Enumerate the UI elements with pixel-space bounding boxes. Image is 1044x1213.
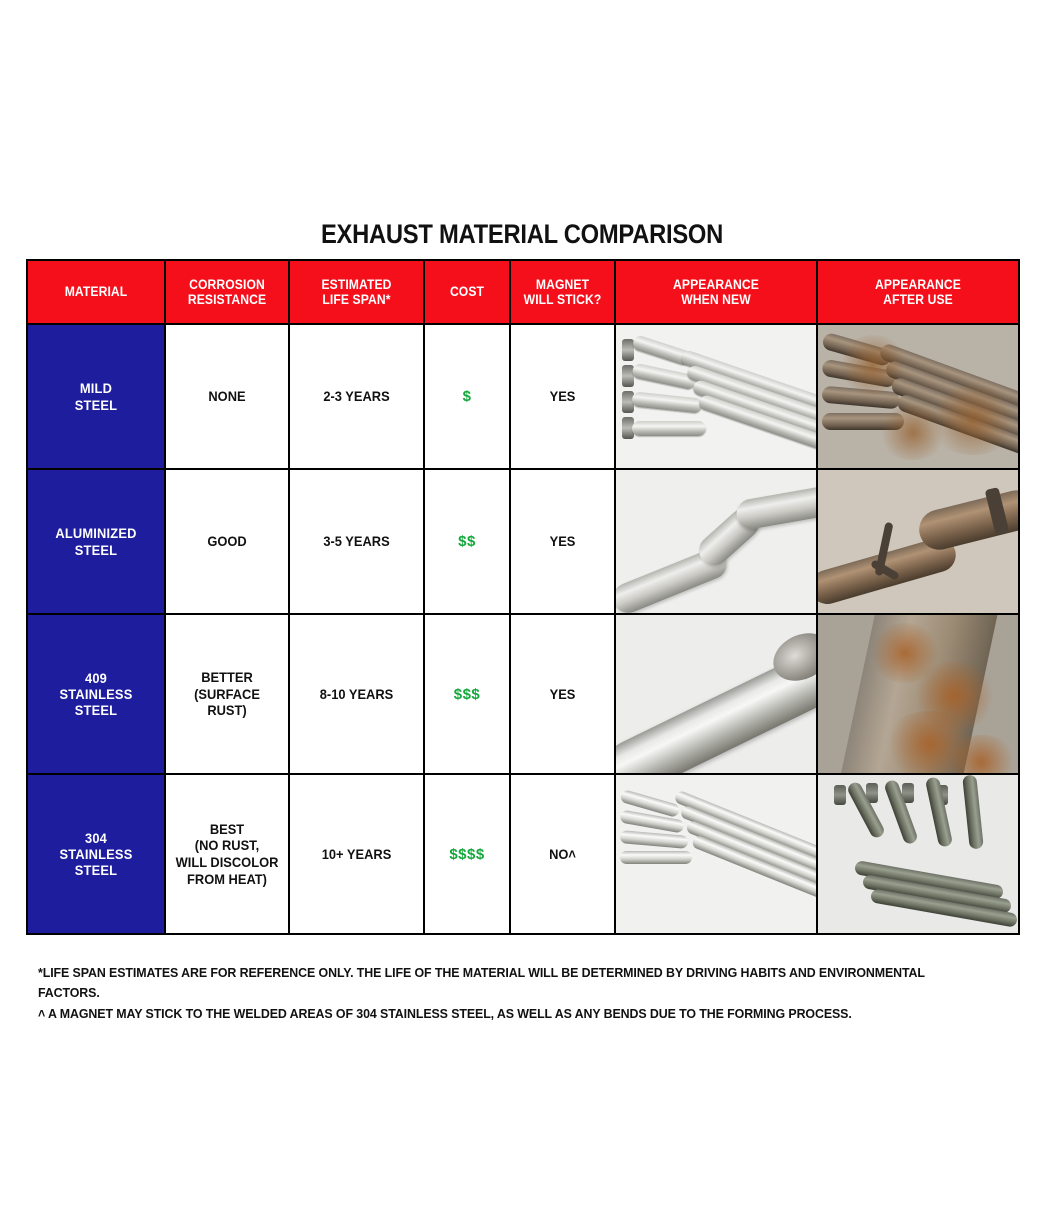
column-header-life-line1: ESTIMATED [321, 276, 392, 292]
cell-photo-new-409 [615, 614, 817, 774]
row-material-aluminized-steel [27, 469, 165, 614]
cell-lifespan-304 [289, 774, 424, 934]
magnet-value: YES [549, 685, 576, 702]
corrosion-line2: (SURFACE [194, 685, 260, 702]
cell-cost-304: $$$$ [424, 774, 510, 934]
column-header-used-line1: APPEARANCE [875, 276, 961, 292]
material-line2: STEEL [74, 541, 118, 558]
column-header-corrosion-line2: RESISTANCE [187, 292, 267, 307]
cell-magnet-304 [510, 774, 615, 934]
cell-lifespan-aluminized [289, 469, 424, 614]
cell-photo-used-409 [817, 614, 1019, 774]
row-material-mild-steel [27, 324, 165, 469]
cell-corrosion-409 [165, 614, 289, 774]
column-header-cost-label: COST [449, 284, 485, 300]
corrosion-line4: FROM HEAT) [187, 870, 267, 887]
cell-cost-mild: $ [424, 324, 510, 469]
column-header-magnet [510, 260, 615, 324]
material-line2: STAINLESS [59, 685, 133, 702]
column-header-new-line2: WHEN NEW [681, 292, 751, 307]
corrosion-line1: BETTER [201, 669, 253, 686]
material-line1: ALUMINIZED [55, 525, 137, 542]
material-line3: STEEL [74, 702, 118, 719]
row-material-409-stainless-steel [27, 614, 165, 774]
cell-lifespan-mild [289, 324, 424, 469]
column-header-new-line1: APPEARANCE [673, 276, 759, 292]
cell-photo-used-304 [817, 774, 1019, 934]
column-header-used-line2: AFTER USE [883, 292, 953, 307]
table-header-row [27, 260, 1019, 324]
photo-aluminized-bent-pipe-new [616, 470, 816, 613]
cell-magnet-aluminized [510, 469, 615, 614]
cell-photo-new-304 [615, 774, 817, 934]
cell-photo-new-mild [615, 324, 817, 469]
table-row [27, 469, 1019, 614]
column-header-magnet-line1: MAGNET [535, 276, 590, 292]
photo-mild-steel-new-headers [616, 325, 816, 468]
material-line3: STEEL [74, 862, 118, 879]
column-header-material [27, 260, 165, 324]
magnet-value: YES [549, 533, 576, 550]
comparison-table [26, 259, 1020, 935]
cell-corrosion-aluminized [165, 469, 289, 614]
cell-cost-aluminized: $$ [424, 469, 510, 614]
corrosion-line3: RUST) [207, 702, 247, 719]
column-header-material-label: MATERIAL [64, 284, 128, 300]
cell-corrosion-mild [165, 324, 289, 469]
material-line2: STAINLESS [59, 845, 133, 862]
material-line1: 304 [84, 829, 108, 846]
footnotes [38, 963, 1018, 1024]
cell-cost-409: $$$ [424, 614, 510, 774]
cell-magnet-409 [510, 614, 615, 774]
table-row [27, 614, 1019, 774]
cell-photo-used-aluminized [817, 469, 1019, 614]
column-header-appearance-new [615, 260, 817, 324]
table-row [27, 324, 1019, 469]
photo-304-heat-discolored-headers-used [818, 775, 1018, 933]
material-line1: MILD [79, 380, 113, 397]
material-line1: 409 [84, 669, 108, 686]
corrosion-line2: (NO RUST, [194, 837, 260, 854]
photo-409-polished-tube-new [616, 615, 816, 773]
cell-corrosion-304 [165, 774, 289, 934]
cell-photo-new-aluminized [615, 469, 817, 614]
photo-304-polished-headers-new [616, 775, 816, 933]
column-header-life-span [289, 260, 424, 324]
column-header-corrosion-line1: CORROSION [189, 276, 265, 292]
column-header-appearance-used [817, 260, 1019, 324]
table-row [27, 774, 1019, 934]
material-line2: STEEL [74, 396, 118, 413]
cell-photo-used-mild [817, 324, 1019, 469]
corrosion-value: NONE [208, 388, 246, 405]
lifespan-value: 10+ YEARS [321, 845, 392, 862]
photo-409-surface-rust-used [818, 615, 1018, 773]
lifespan-value: 8-10 YEARS [319, 685, 394, 702]
magnet-value: YES [549, 388, 576, 405]
footnote-magnet: ˄ A MAGNET MAY STICK TO THE WELDED AREAS OF 304 STAINLESS STEEL, AS WELL AS ANY BENDS DUE TO THE FORMING PROCESS. [38, 1005, 852, 1021]
column-header-cost [424, 260, 510, 324]
photo-mild-steel-rusted-headers [818, 325, 1018, 468]
row-material-304-stainless-steel [27, 774, 165, 934]
corrosion-line3: WILL DISCOLOR [175, 854, 279, 870]
magnet-value: NO˄ [549, 845, 576, 862]
column-header-magnet-line2: WILL STICK? [523, 292, 602, 307]
column-header-corrosion-resistance [165, 260, 289, 324]
corrosion-line1: BEST [209, 820, 245, 837]
corrosion-value: GOOD [207, 533, 247, 550]
footnote-lifespan: *LIFE SPAN ESTIMATES ARE FOR REFERENCE ONLY. THE LIFE OF THE MATERIAL WILL BE DETERMINED BY DRIVING HABITS AND ENVIRONMENTAL FACTORS. [38, 965, 925, 1001]
photo-aluminized-rusted-pipe-used [818, 470, 1018, 613]
page-title: EXHAUST MATERIAL COMPARISON [320, 219, 724, 249]
cell-magnet-mild [510, 324, 615, 469]
lifespan-value: 3-5 YEARS [323, 533, 390, 550]
cell-lifespan-409 [289, 614, 424, 774]
lifespan-value: 2-3 YEARS [323, 388, 390, 405]
column-header-life-line2: LIFE SPAN* [322, 292, 391, 307]
